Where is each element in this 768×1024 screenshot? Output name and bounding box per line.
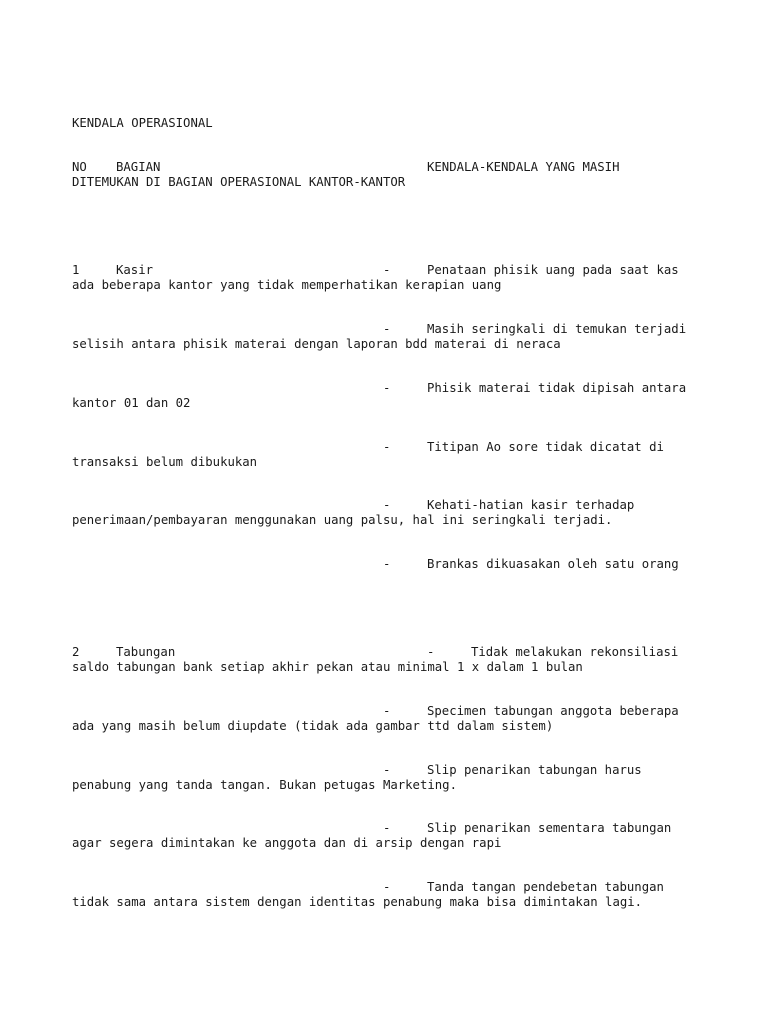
item-dash: - <box>383 557 391 571</box>
item-text-line2: transaksi belum dibukukan <box>72 455 258 469</box>
header-bagian: BAGIAN <box>116 160 161 174</box>
item-text-line2: ada beberapa kantor yang tidak memperhatikan kerapian uang <box>72 278 502 292</box>
item-dash: - <box>383 498 391 512</box>
section-bagian: Kasir <box>116 263 154 277</box>
item-dash: - <box>383 704 391 718</box>
section-number: 2 <box>72 645 80 659</box>
item-text-line2: penabung yang tanda tangan. Bukan petugas Marketing. <box>72 778 457 792</box>
header-no: NO <box>72 160 87 174</box>
item-dash: - <box>383 763 391 777</box>
header-kendala-line1: KENDALA-KENDALA YANG MASIH <box>427 160 620 174</box>
item-text-line2: selisih antara phisik materai dengan laporan bdd materai di neraca <box>72 337 561 351</box>
item-dash: - <box>383 322 391 336</box>
item-text-line2: agar segera dimintakan ke anggota dan di arsip dengan rapi <box>72 836 502 850</box>
item-dash: - <box>383 263 391 277</box>
item-text-line2: tidak sama antara sistem dengan identitas penabung maka bisa dimintakan lagi. <box>72 895 643 909</box>
item-text-line1: Brankas dikuasakan oleh satu orang <box>427 557 679 571</box>
item-text-line1: Titipan Ao sore tidak dicatat di <box>427 440 664 454</box>
document-title: KENDALA OPERASIONAL <box>72 116 213 130</box>
item-text-line2: ada yang masih belum diupdate (tidak ada gambar ttd dalam sistem) <box>72 719 554 733</box>
section-number: 1 <box>72 263 80 277</box>
item-dash: - <box>427 645 435 659</box>
item-text-line1: Specimen tabungan anggota beberapa <box>427 704 679 718</box>
item-dash: - <box>383 381 391 395</box>
item-text-line2: saldo tabungan bank setiap akhir pekan atau minimal 1 x dalam 1 bulan <box>72 660 583 674</box>
item-text-line2: penerimaan/pembayaran menggunakan uang palsu, hal ini seringkali terjadi. <box>72 513 613 527</box>
item-dash: - <box>383 880 391 894</box>
item-text-line1: Tanda tangan pendebetan tabungan <box>427 880 664 894</box>
section-bagian: Tabungan <box>116 645 176 659</box>
header-kendala-line2: DITEMUKAN DI BAGIAN OPERASIONAL KANTOR-KANTOR <box>72 175 406 189</box>
item-text-line1: Tidak melakukan rekonsiliasi <box>471 645 679 659</box>
item-text-line1: Masih seringkali di temukan terjadi <box>427 322 687 336</box>
item-dash: - <box>383 821 391 835</box>
item-dash: - <box>383 440 391 454</box>
item-text-line1: Phisik materai tidak dipisah antara <box>427 381 687 395</box>
item-text-line1: Slip penarikan tabungan harus <box>427 763 642 777</box>
item-text-line1: Slip penarikan sementara tabungan <box>427 821 672 835</box>
item-text-line1: Penataan phisik uang pada saat kas <box>427 263 679 277</box>
item-text-line1: Kehati-hatian kasir terhadap <box>427 498 635 512</box>
item-text-line2: kantor 01 dan 02 <box>72 396 191 410</box>
